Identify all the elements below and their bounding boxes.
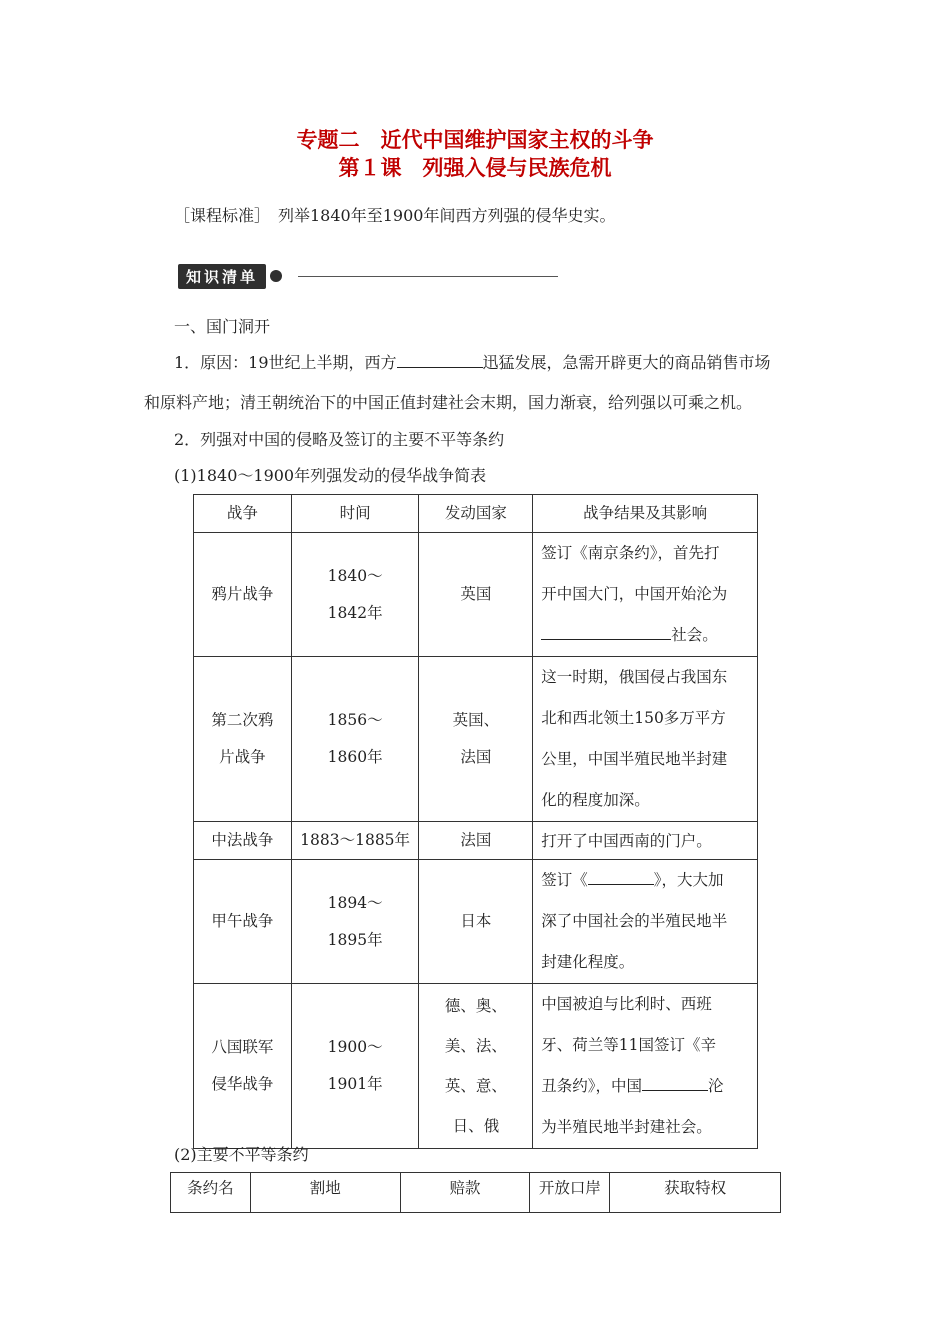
header-cell: 条约名 [171,1173,251,1213]
table-row [194,984,758,1149]
time-cell: 1900～ 1901年 [291,984,419,1149]
paragraph-1: 1．原因：19世纪上半期，西方 迅猛发展，急需开辟更大的商品销售市场 [174,353,771,372]
country-cell: 德、奥、 美、法、 英、意、 日、俄 [419,984,533,1149]
result-cell: 签订《南京条约》，首先打 开中国大门，中国开始沦为 社会。 [533,533,758,657]
result-cell: 打开了中国西南的门户。 [533,822,758,860]
header-cell: 时间 [291,495,419,533]
badge-label: 知识清单 [178,264,266,289]
header-cell: 获取特权 [610,1173,781,1213]
war-table [193,494,758,1149]
country-cell: 英国 [419,533,533,657]
table-caption-2: (2)主要不平等条约 [174,1145,309,1164]
header-cell: 开放口岸 [530,1173,610,1213]
result-cell: 中国被迫与比利时、西班 牙、荷兰等11国签订《辛 丑条约》，中国 沦 为半殖民地半封建社会。 [533,984,758,1149]
table-header-row [171,1173,781,1213]
table-row [194,860,758,984]
page-title: 专题二 近代中国维护国家主权的斗争 [296,128,654,152]
fill-blank[interactable] [588,868,654,885]
time-cell: 1856～ 1860年 [291,657,419,822]
time-cell: 1883～1885年 [291,822,419,860]
country-cell: 英国、 法国 [419,657,533,822]
war-cell: 八国联军 侵华战争 [194,984,292,1149]
badge-divider [298,276,558,277]
header-cell: 发动国家 [419,495,533,533]
lesson-title: 第１课 列强入侵与民族危机 [338,156,612,180]
result-cell: 这一时期，俄国侵占我国东 北和西北领土150多万平方 公里，中国半殖民地半封建 化的程度加深。 [533,657,758,822]
course-standard: ［课程标准］ 列举1840年至1900年间西方列强的侵华史实。 [174,206,616,225]
war-cell: 中法战争 [194,822,292,860]
fill-blank[interactable] [642,1074,708,1091]
fill-blank[interactable] [397,351,483,368]
paragraph-2: 2．列强对中国的侵略及签订的主要不平等条约 [174,430,505,449]
treaty-table [170,1172,781,1213]
badge-dot-icon [270,270,282,282]
war-cell: 甲午战争 [194,860,292,984]
header-cell: 赔款 [400,1173,530,1213]
table-row [194,657,758,822]
table-caption-1: (1)1840～1900年列强发动的侵华战争简表 [174,466,487,485]
war-cell: 鸦片战争 [194,533,292,657]
country-cell: 法国 [419,822,533,860]
result-cell: 签订《 》，大大加 深了中国社会的半殖民地半 封建化程度。 [533,860,758,984]
section-heading: 一、国门洞开 [174,317,271,336]
knowledge-list-badge [178,264,282,288]
header-cell: 战争 [194,495,292,533]
header-cell: 割地 [250,1173,400,1213]
time-cell: 1840～ 1842年 [291,533,419,657]
table-row [194,822,758,860]
paragraph-1-cont: 和原料产地；清王朝统治下的中国正值封建社会末期，国力渐衰，给列强以可乘之机。 [144,393,753,412]
war-cell: 第二次鸦 片战争 [194,657,292,822]
table-row [194,533,758,657]
fill-blank[interactable] [541,623,671,640]
header-cell: 战争结果及其影响 [533,495,758,533]
country-cell: 日本 [419,860,533,984]
time-cell: 1894～ 1895年 [291,860,419,984]
table-header-row [194,495,758,533]
